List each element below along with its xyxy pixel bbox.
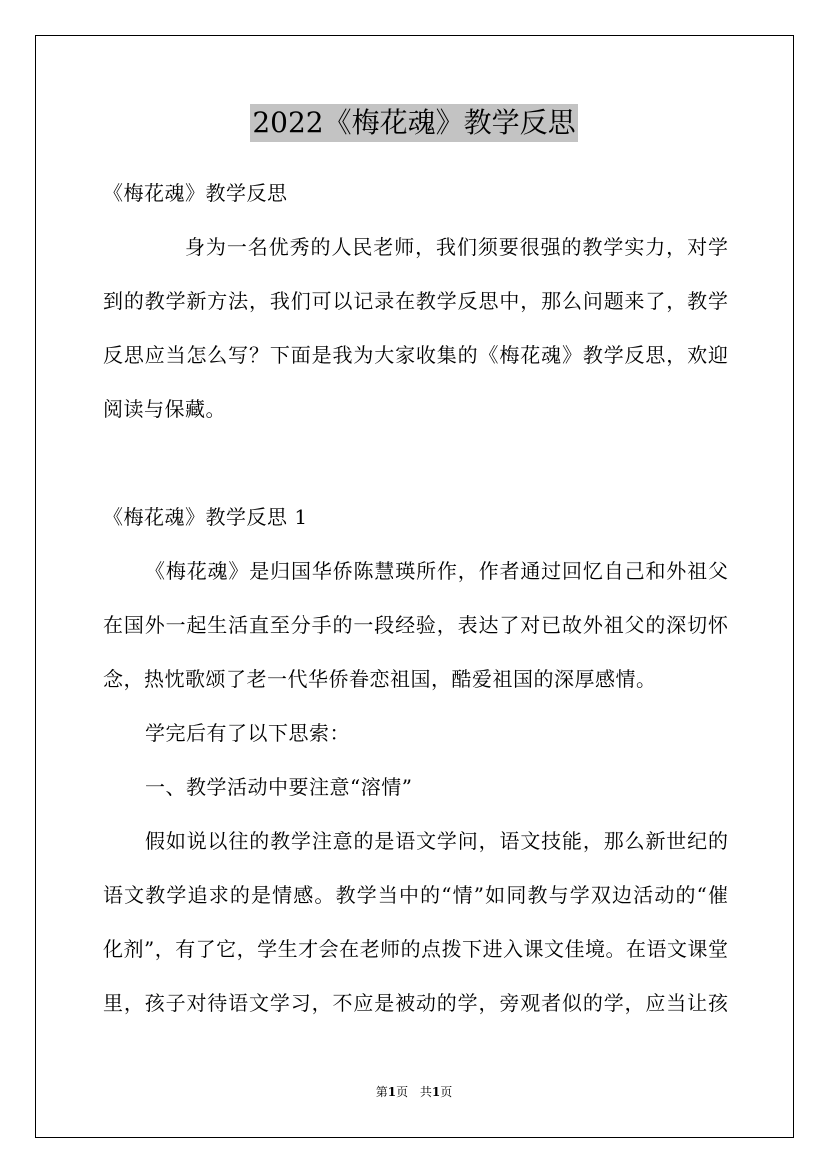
page-suffix: 页 [396, 1085, 409, 1099]
text-line: 在国外一起生活直至分手的一段经验，表达了对已故外祖父的深切怀 [103, 613, 728, 637]
paragraph-heading [103, 760, 728, 814]
text-line: 里，孩子对待语文学习，不应是被动的学，旁观者似的学，应当让孩 [103, 991, 728, 1015]
document-title: 2022《梅花魂》教学反思 [250, 104, 577, 142]
text-line: 学完后有了以下思索： [145, 721, 350, 745]
text-line: 《梅花魂》是归国华侨陈慧瑛所作，作者通过回忆自己和外祖父 [145, 559, 728, 583]
text-line: 反思应当怎么写？下面是我为大家收集的《梅花魂》教学反思，欢迎 [103, 343, 728, 367]
text-line: 语文教学追求的是情感。教学当中的“情”如同教与学双边活动的“催 [103, 883, 728, 907]
paragraph [103, 706, 728, 760]
total-pages [420, 1085, 452, 1099]
document-subtitle: 《梅花魂》教学反思 [103, 181, 288, 205]
total-number: 1 [431, 1085, 441, 1099]
document-body [103, 166, 728, 1030]
page-prefix: 第 [375, 1085, 388, 1099]
text-line: 念，热忱歌颂了老一代华侨眷恋祖国，酷爱祖国的深厚感情。 [103, 667, 657, 691]
text-line: 一、教学活动中要注意“溶情” [145, 775, 413, 799]
intro-paragraph [103, 220, 728, 436]
text-line: 身为一名优秀的人民老师，我们须要很强的教学实力，对学 [185, 235, 728, 259]
page-indicator [376, 1085, 408, 1099]
total-suffix: 页 [440, 1085, 453, 1099]
paragraph [103, 544, 728, 706]
blank-line [103, 436, 728, 490]
text-line: 化剂”，有了它，学生才会在老师的点拨下进入课文佳境。在语文课堂 [103, 937, 728, 961]
paragraph [103, 814, 728, 1030]
text-line: 阅读与保藏。 [103, 397, 226, 421]
page-footer [35, 1083, 793, 1101]
page-number: 1 [387, 1085, 397, 1099]
total-prefix: 共 [419, 1085, 432, 1099]
section-heading: 《梅花魂》教学反思 1 [103, 505, 308, 529]
text-line: 假如说以往的教学注意的是语文学问，语文技能，那么新世纪的 [145, 829, 728, 853]
text-line: 到的教学新方法，我们可以记录在教学反思中，那么问题来了，教学 [103, 289, 728, 313]
title-container [35, 104, 793, 142]
